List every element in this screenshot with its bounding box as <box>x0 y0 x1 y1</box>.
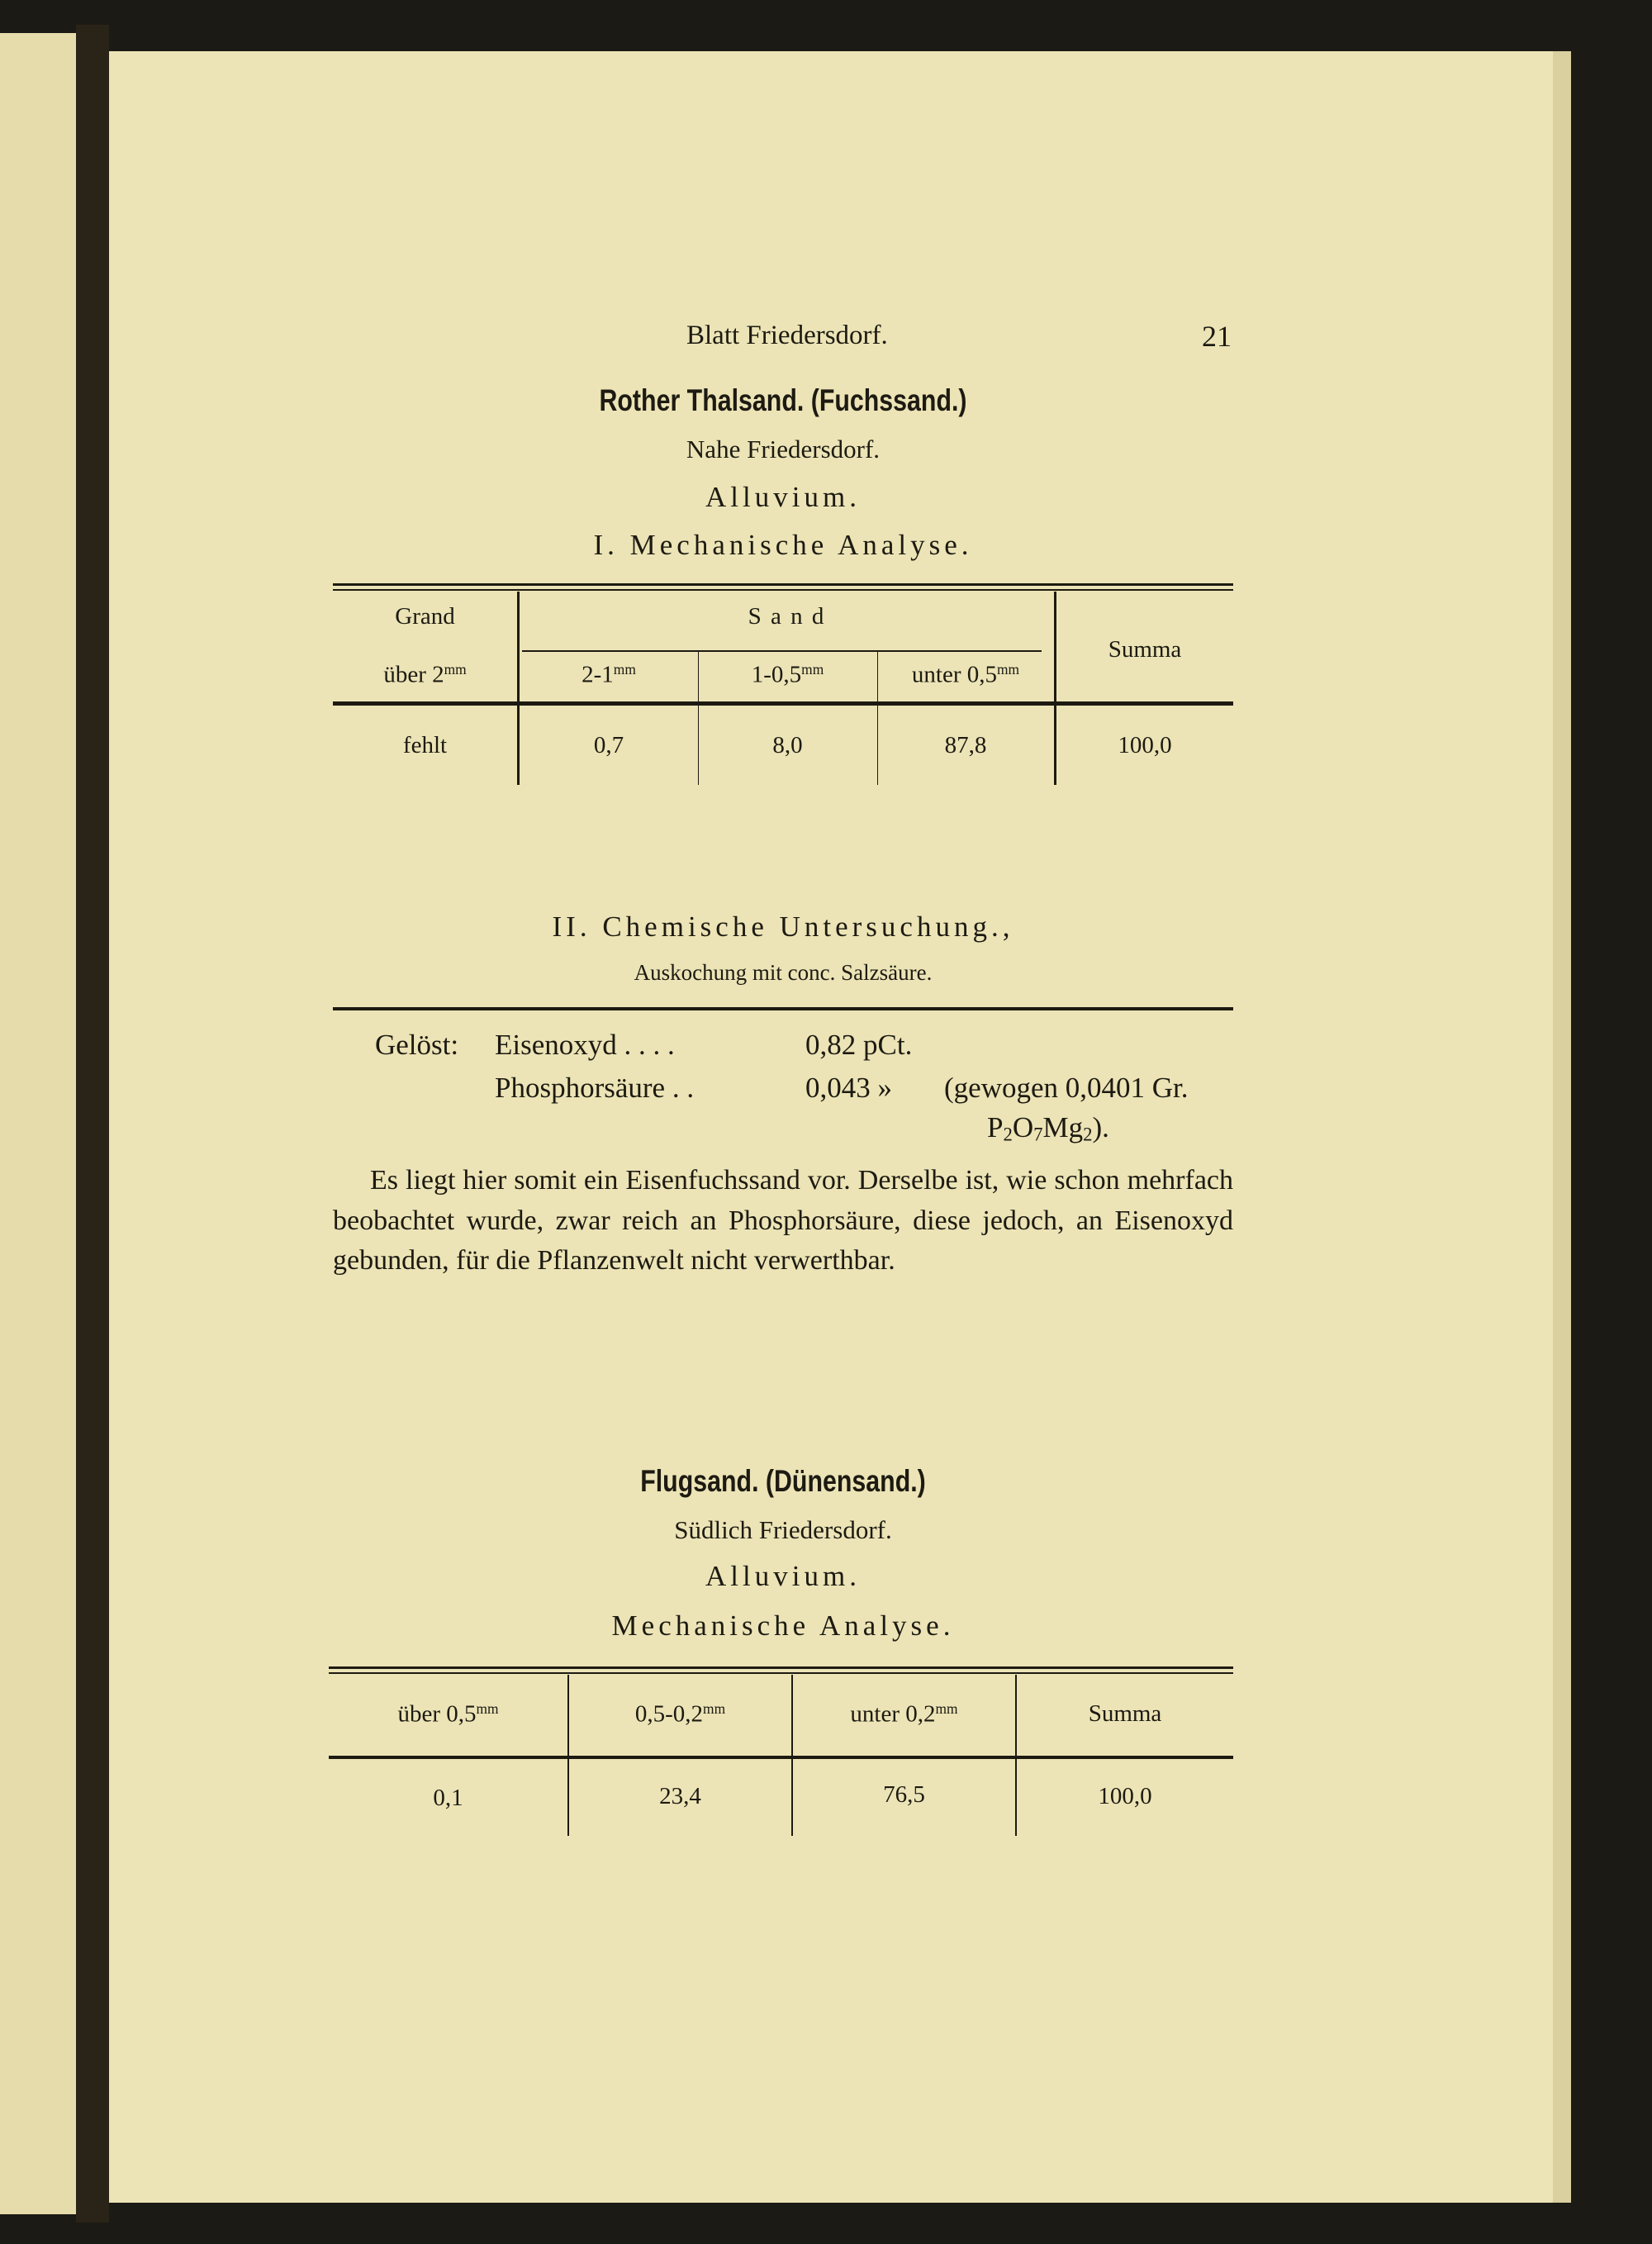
page-number: 21 <box>1202 320 1232 353</box>
header-text: über 2 <box>383 661 444 688</box>
unit: mm <box>997 661 1020 677</box>
column-divider <box>1015 1675 1017 1836</box>
header-col-4 <box>1017 1700 1233 1728</box>
section1-location: Nahe Friedersdorf. <box>686 435 881 464</box>
header-col-1 <box>329 1700 567 1728</box>
formula-part: Mg <box>1042 1111 1084 1143</box>
section2-location: Südlich Friedersdorf. <box>674 1515 892 1544</box>
section1-formation: Alluvium. <box>705 481 861 513</box>
column-divider <box>567 1675 569 1836</box>
header-text: 0,5-0,2 <box>634 1700 704 1728</box>
formula-part: P <box>987 1111 1004 1143</box>
header-col-2 <box>520 661 698 689</box>
section2-title: Flugsand. (Dünensand.) <box>640 1464 926 1498</box>
table-cell: 87,8 <box>944 732 987 758</box>
chem-item-name: Phosphorsäure . . <box>495 1072 695 1104</box>
table-rule <box>329 1672 1233 1674</box>
book-binding <box>76 25 109 2223</box>
table-rule <box>333 583 1233 586</box>
unit: mm <box>703 1700 726 1717</box>
left-page-edge <box>0 33 76 2214</box>
section1-analysis-title: I. Mechanische Analyse. <box>593 529 973 561</box>
table-cell: fehlt <box>402 732 448 758</box>
body-paragraph: Es liegt hier somit ein Eisenfuchssand vor. Derselbe ist, wie schon mehrfach beobachtet wurde, zwar reich an Phosphorsäure, diese jedoch, an Eisenoxyd gebunden, für die Pflanzenwelt nicht verwerthbar. <box>333 1165 1233 1276</box>
chem-item-value: 0,043 » <box>805 1072 892 1104</box>
chem-label: Gelöst: <box>375 1029 459 1061</box>
formula-part: ). <box>1092 1111 1109 1143</box>
right-page-edge <box>1553 51 1571 2203</box>
table-rule <box>522 650 1042 652</box>
formula-part: O <box>1012 1111 1034 1143</box>
formula-sub: 2 <box>1003 1124 1013 1145</box>
table-cell: 76,5 <box>883 1781 925 1808</box>
unit: mm <box>613 661 636 677</box>
table-cell: 8,0 <box>772 732 803 758</box>
section2-formation: Alluvium. <box>705 1560 861 1592</box>
header-col-4 <box>877 661 1054 689</box>
table-cell: 100,0 <box>1098 1783 1152 1809</box>
section1-title: Rother Thalsand. (Fuchssand.) <box>599 383 967 417</box>
unit: mm <box>444 661 467 677</box>
chem-formula <box>987 1111 1109 1146</box>
running-title: Blatt Friedersdorf. <box>686 321 888 350</box>
page <box>109 51 1553 2203</box>
section2-analysis-title: Mechanische Analyse. <box>611 1609 955 1642</box>
header-text: unter 0,5 <box>911 661 998 688</box>
table-cell: 0,7 <box>593 732 624 758</box>
table-cell: 0,1 <box>433 1785 463 1811</box>
chem-item-name: Eisenoxyd . . . . <box>495 1029 675 1061</box>
section-rule <box>333 1007 1233 1010</box>
header-col-3 <box>698 661 877 689</box>
table-rule <box>329 1666 1233 1669</box>
chem-subtitle: Auskochung mit conc. Salzsäure. <box>634 960 933 985</box>
header-grand: Grand <box>395 603 455 630</box>
header-text: über 0,5 <box>397 1700 477 1728</box>
column-divider <box>791 1675 793 1836</box>
chem-item-note: (gewogen 0,0401 Gr. <box>944 1072 1189 1104</box>
header-col-2 <box>569 1700 791 1728</box>
table-rule <box>333 701 1233 706</box>
unit: mm <box>935 1700 958 1717</box>
header-col-1 <box>333 661 517 689</box>
formula-sub: 2 <box>1083 1124 1093 1145</box>
table-cell: 100,0 <box>1118 732 1172 758</box>
table-rule <box>333 589 1233 591</box>
formula-sub: 7 <box>1033 1124 1043 1145</box>
header-text: Summa <box>1088 1700 1162 1727</box>
chem-title: II. Chemische Untersuchung., <box>552 910 1014 943</box>
header-text: 2-1 <box>582 661 614 688</box>
table-rule <box>329 1756 1233 1759</box>
unit: mm <box>476 1700 499 1717</box>
header-sand: S a n d <box>748 603 826 630</box>
header-text: unter 0,2 <box>850 1700 936 1728</box>
header-text: 1-0,5 <box>751 661 802 688</box>
chem-item-value: 0,82 pCt. <box>805 1029 913 1061</box>
header-summa: Summa <box>1108 636 1182 663</box>
unit: mm <box>801 661 824 677</box>
header-col-3 <box>793 1700 1015 1728</box>
table-cell: 23,4 <box>659 1783 701 1809</box>
